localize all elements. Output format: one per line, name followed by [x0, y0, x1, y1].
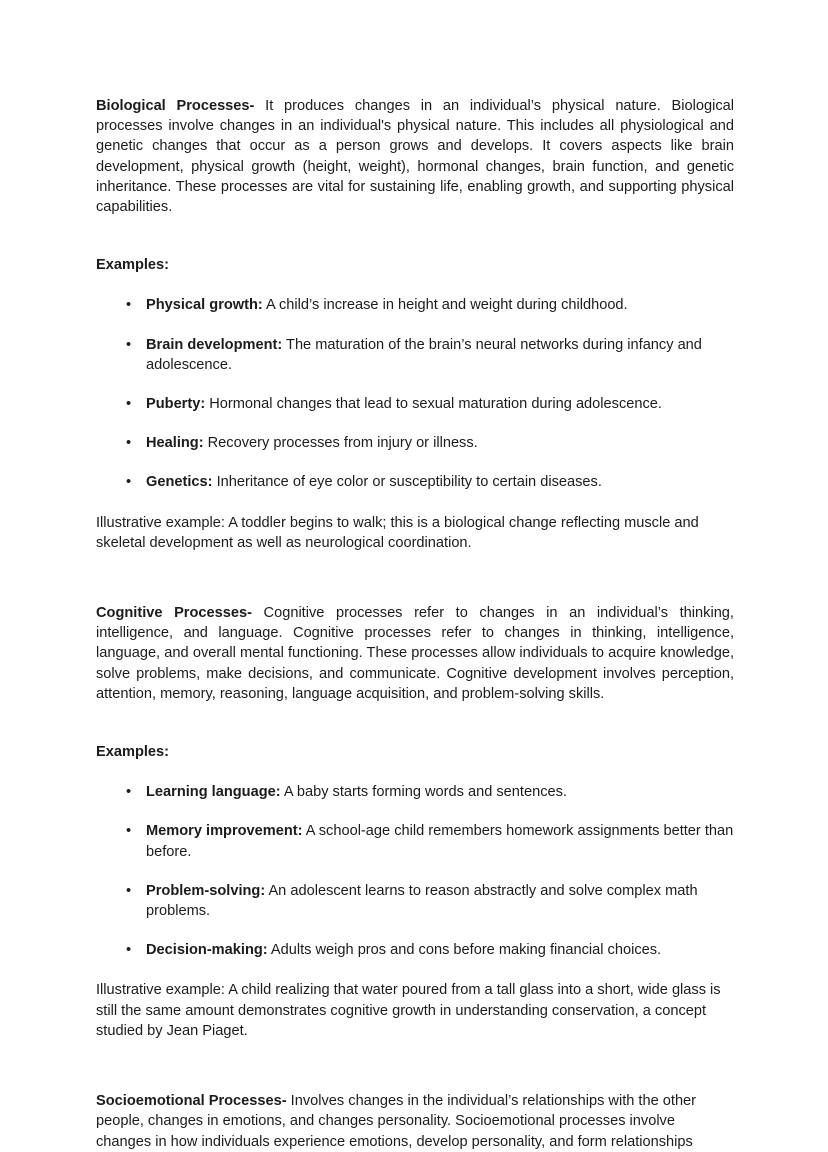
- section-cognitive-intro-paragraph: [96, 603, 734, 704]
- list-item: [96, 472, 734, 492]
- document-body: [96, 96, 734, 1152]
- section-cognitive-heading: Cognitive Processes: [96, 605, 248, 622]
- bullet-icon: •: [126, 942, 132, 959]
- spacer: [96, 1041, 734, 1091]
- section-socioemotional-heading: Socioemotional Processes: [96, 1093, 282, 1110]
- list-item-term: Problem-solving:: [146, 882, 266, 899]
- section-socioemotional-intro-paragraph: [96, 1091, 734, 1152]
- section-cognitive-illustrative-example: [96, 980, 734, 1041]
- spacer: [96, 217, 734, 255]
- list-item-text: Adults weigh pros and cons before making financial choices.: [267, 942, 662, 959]
- spacer: [96, 704, 734, 742]
- section-socioemotional-intro-text: Involves changes in the individual’s relationships with the other people, changes in emotions, and changes personality. Socioemotional processes involve changes in how individuals experience emotions, develop personality, and form relationships: [96, 1093, 697, 1150]
- illustrative-example-text: : A toddler begins to walk; this is a biological change reflecting muscle and skeletal development as well as neurological coordination.: [96, 514, 699, 551]
- list-item: [96, 881, 734, 921]
- section-cognitive-heading-dash: -: [247, 605, 252, 622]
- illustrative-example-label: Illustrative example: [96, 514, 221, 531]
- section-biological-intro-text: It produces changes in an individual’s physical nature. Biological processes involve changes in an individual's physical nature. This includes all physiological and genetic changes that occur as a person grows and develops. It covers aspects like brain development, physical growth (height, weight), hormonal changes, brain function, and genetic inheritance. These processes are vital for sustaining life, enabling growth, and supporting physical capabilities.: [96, 98, 734, 216]
- illustrative-example-text: : A child realizing that water poured from a tall glass into a short, wide glass is still the same amount demonstrates cognitive growth in understanding conservation, a concept studied by Jean Piaget.: [96, 982, 721, 1039]
- list-item-text: Hormonal changes that lead to sexual maturation during adolescence.: [205, 396, 662, 413]
- list-item: [96, 782, 734, 802]
- list-item-text: A child’s increase in height and weight during childhood.: [262, 297, 628, 314]
- list-item-term: Genetics:: [146, 474, 213, 491]
- list-item: [96, 821, 734, 861]
- section-biological-examples-list: [96, 295, 734, 492]
- list-item-term: Physical growth:: [146, 297, 263, 314]
- illustrative-example-label: Illustrative example: [96, 982, 221, 999]
- section-biological-intro-paragraph: [96, 96, 734, 217]
- list-item: [96, 295, 734, 315]
- list-item-text: The maturation of the brain’s neural networks during infancy and adolescence.: [146, 336, 702, 373]
- list-item-text: Recovery processes from injury or illness.: [203, 435, 478, 452]
- section-cognitive-examples-list: [96, 782, 734, 960]
- section-biological-heading: Biological Processes: [96, 98, 250, 114]
- spacer: [96, 275, 734, 295]
- section-biological-heading-dash: -: [249, 98, 255, 114]
- list-item-text: Inheritance of eye color or susceptibility to certain diseases.: [212, 474, 602, 491]
- bullet-icon: •: [126, 297, 132, 314]
- section-cognitive-intro-text: Cognitive processes refer to changes in an individual’s thinking, intelligence, and language. Cognitive processes refer to changes in thinking, intelligence, language, and overall mental functioning. These processes allow individuals to acquire knowledge, solve problems, make decisions, and communicate. Cognitive development involves perception, attention, memory, reasoning, language acquisition, and problem-solving skills.: [96, 605, 734, 702]
- bullet-icon: •: [126, 823, 132, 840]
- list-item-text: A school-age child remembers homework assignments better than before.: [146, 823, 734, 860]
- list-item-text: An adolescent learns to reason abstractly and solve complex math problems.: [146, 882, 698, 920]
- list-item-term: Puberty:: [146, 396, 206, 413]
- list-item: [96, 940, 734, 960]
- bullet-icon: •: [126, 336, 132, 353]
- spacer: [96, 553, 734, 603]
- spacer: [96, 762, 734, 782]
- bullet-icon: •: [126, 474, 132, 491]
- list-item: [96, 335, 734, 375]
- list-item-term: Brain development:: [146, 336, 283, 353]
- list-item-term: Learning language:: [146, 784, 281, 801]
- bullet-icon: •: [126, 784, 132, 801]
- bullet-icon: •: [126, 435, 132, 452]
- bullet-icon: •: [126, 882, 132, 899]
- list-item: [96, 394, 734, 414]
- list-item-text: A baby starts forming words and sentences.: [280, 784, 567, 801]
- list-item-term: Memory improvement:: [146, 823, 303, 840]
- section-socioemotional-heading-dash: -: [281, 1093, 287, 1110]
- section-biological-illustrative-example: [96, 513, 734, 553]
- section-cognitive-examples-label: Examples:: [96, 744, 170, 761]
- spacer: [96, 960, 734, 980]
- section-biological-examples-label: Examples:: [96, 257, 170, 274]
- list-item: [96, 433, 734, 453]
- list-item-term: Decision-making:: [146, 942, 268, 959]
- bullet-icon: •: [126, 396, 132, 413]
- list-item-term: Healing:: [146, 435, 204, 452]
- spacer: [96, 493, 734, 513]
